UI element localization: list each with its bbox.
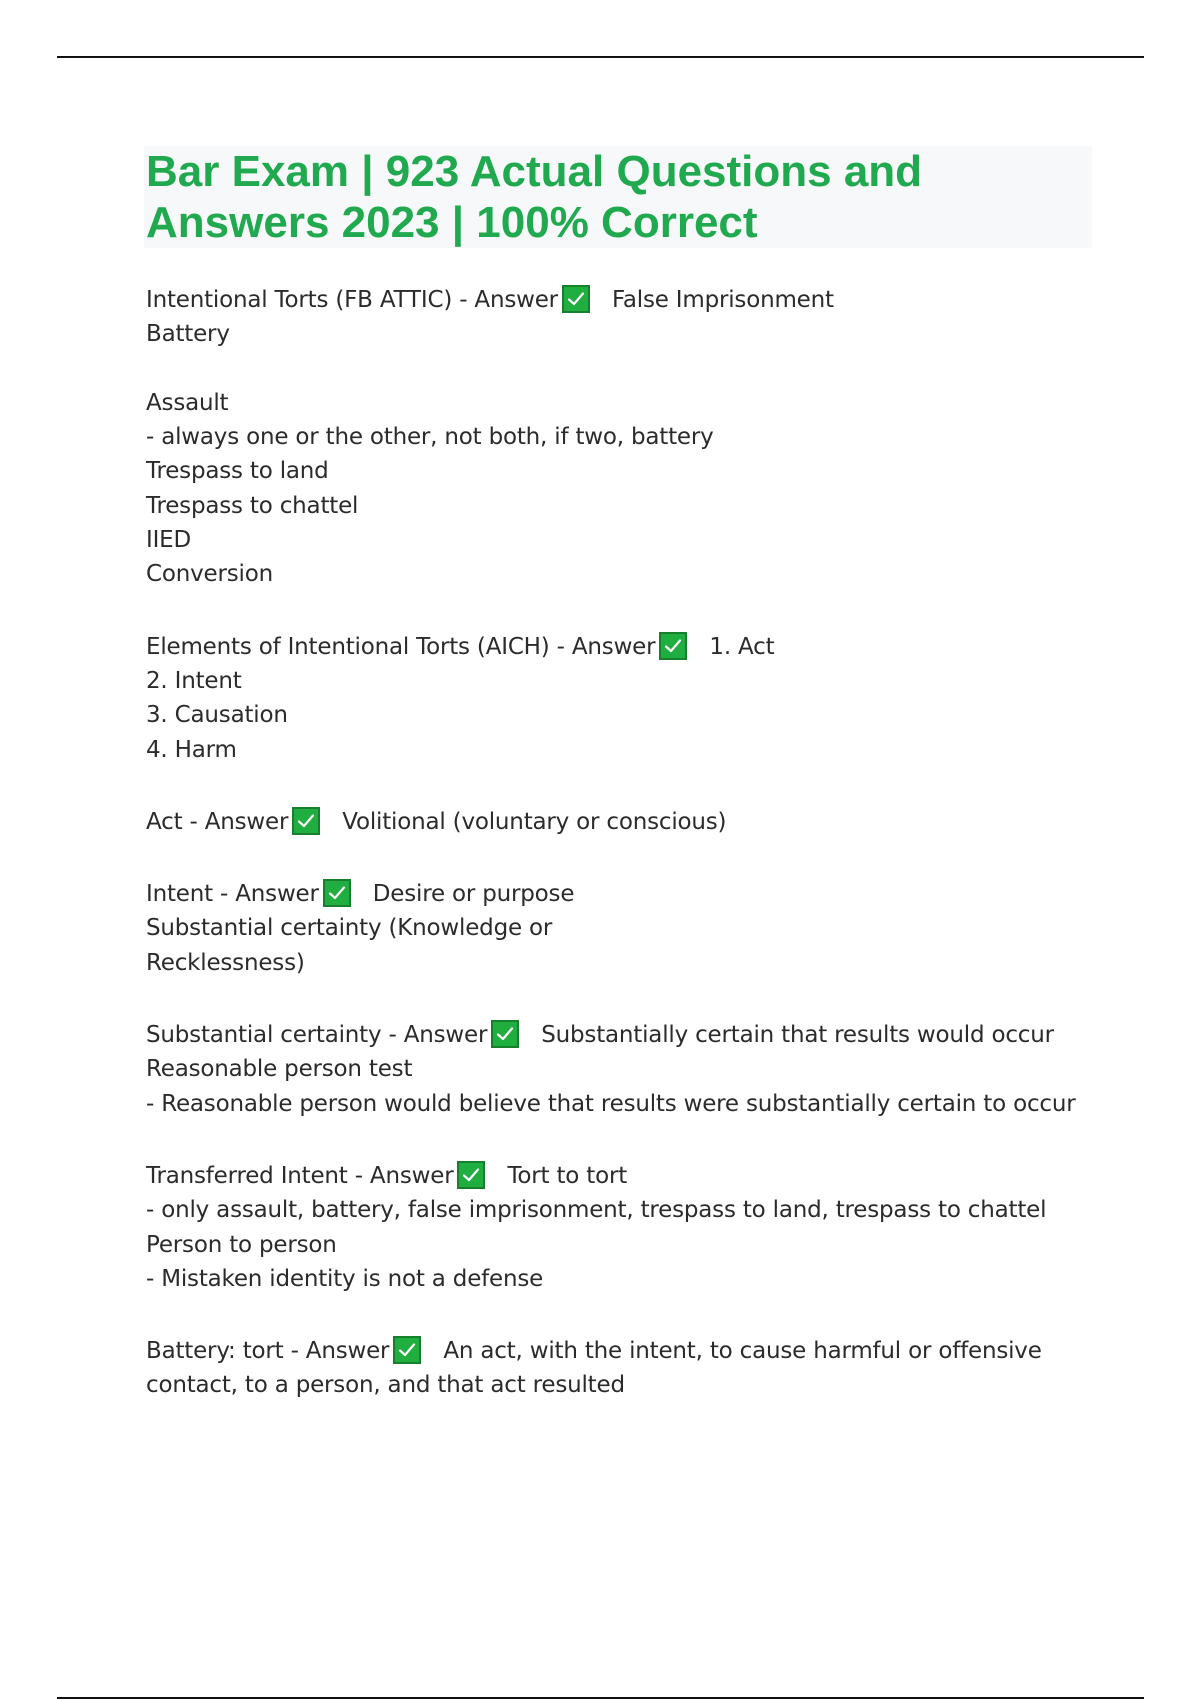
- check-mark-icon: [292, 807, 320, 835]
- title-banner: [144, 146, 1092, 248]
- qa-answer-first-line: 1. Act: [709, 633, 775, 660]
- qa-answer-line: contact, to a person, and that act resulted: [146, 1372, 625, 1399]
- qa-answer-first-line: Substantially certain that results would occur: [541, 1022, 1054, 1049]
- qa-answer-line: Assault: [146, 389, 229, 416]
- qa-answer-line: Reasonable person test: [146, 1056, 413, 1083]
- qa-answer-first-line: Volitional (voluntary or conscious): [342, 808, 727, 835]
- qa-term: Intentional Torts (FB ATTIC) - Answer: [146, 287, 558, 313]
- check-mark-icon: [491, 1020, 519, 1048]
- qa-item: [146, 283, 1096, 592]
- qa-item: [146, 630, 1096, 767]
- qa-item: [146, 1334, 1096, 1403]
- qa-term: Substantial certainty - Answer: [146, 1022, 488, 1049]
- title-line-2: Answers 2023 | 100% Correct: [146, 198, 758, 247]
- qa-term: Elements of Intentional Torts (AICH) - Answer: [146, 633, 656, 660]
- qa-item: [146, 1018, 1096, 1121]
- qa-item: [146, 805, 1096, 839]
- check-mark-icon: [562, 285, 590, 313]
- qa-answer-line: - only assault, battery, false imprisonment, trespass to land, trespass to chattel: [146, 1197, 1047, 1224]
- qa-question-line: [146, 283, 1096, 317]
- check-mark-icon: [659, 632, 687, 660]
- title-line-1: Bar Exam | 923 Actual Questions and: [146, 147, 923, 196]
- qa-question-line: [146, 1159, 1096, 1193]
- check-mark-icon: [323, 879, 351, 907]
- check-mark-icon: [457, 1161, 485, 1189]
- qa-answer-line: Trespass to land: [146, 458, 329, 485]
- qa-answer-line: 3. Causation: [146, 702, 288, 729]
- qa-answer-line: IIED: [146, 527, 192, 554]
- check-mark-icon: [393, 1336, 421, 1364]
- qa-answer-line: Trespass to chattel: [146, 492, 359, 519]
- qa-answer-first-line: Desire or purpose: [372, 881, 575, 908]
- qa-answer-line: - Mistaken identity is not a defense: [146, 1265, 544, 1292]
- header-rule: [57, 56, 1144, 58]
- qa-question-line: [146, 1018, 1096, 1052]
- qa-term: Intent - Answer: [146, 881, 319, 908]
- qa-question-line: [146, 805, 1096, 839]
- qa-answer-line: Conversion: [146, 561, 273, 588]
- qa-answer-first-line: Tort to tort: [507, 1162, 628, 1189]
- qa-item: [146, 1159, 1096, 1296]
- document-title: [144, 146, 1092, 248]
- qa-answer-line: - always one or the other, not both, if two, battery: [146, 424, 714, 451]
- qa-answer-line: Substantial certainty (Knowledge or: [146, 915, 553, 942]
- footer-rule: [57, 1697, 1144, 1699]
- qa-answer-line: Person to person: [146, 1231, 337, 1258]
- qa-answer-line: - Reasonable person would believe that results were substantially certain to occur: [146, 1090, 1076, 1117]
- blank-line: [146, 352, 1096, 386]
- qa-question-line: [146, 877, 1096, 911]
- qa-answer-line: Recklessness): [146, 949, 305, 976]
- qa-answer-first-line: An act, with the intent, to cause harmful or offensive: [443, 1338, 1042, 1365]
- qa-term: Act - Answer: [146, 808, 289, 835]
- qa-question-line: [146, 630, 1096, 664]
- qa-list: [146, 283, 1096, 1441]
- qa-answer-line: Battery: [146, 321, 230, 348]
- qa-item: [146, 877, 1096, 980]
- qa-term: Transferred Intent - Answer: [146, 1162, 454, 1189]
- qa-term: Battery: tort - Answer: [146, 1338, 390, 1365]
- qa-answer-line: 4. Harm: [146, 736, 237, 763]
- qa-question-line: [146, 1334, 1096, 1368]
- qa-answer-line: 2. Intent: [146, 667, 242, 694]
- qa-answer-first-line: False Imprisonment: [611, 287, 834, 313]
